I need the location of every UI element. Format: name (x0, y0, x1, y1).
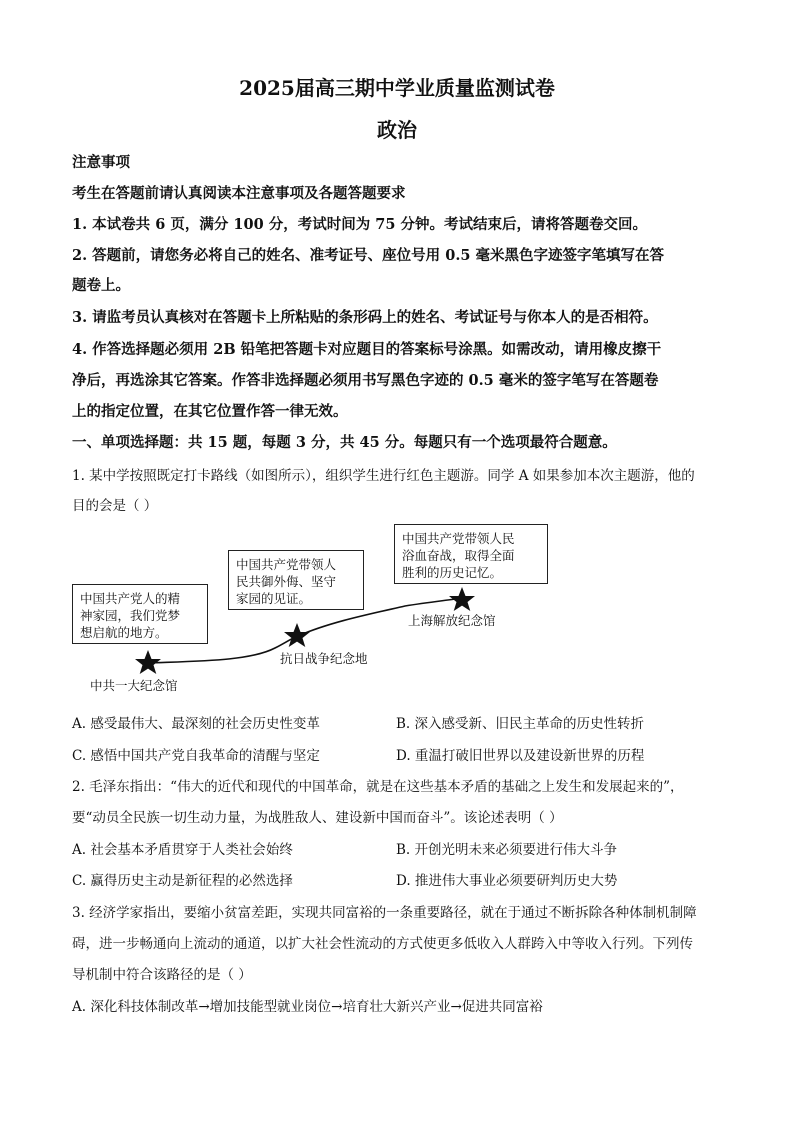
caption-line: 胜利的历史记忆。 (402, 565, 503, 580)
q2-option-b[interactable]: B. 开创光明未来必须要进行伟大斗争 (396, 842, 618, 858)
section-heading: 一、单项选择题：共 15 题，每题 3 分，共 45 分。每题只有一个选项最符合题意。 (72, 434, 617, 451)
notice-line: 考生在答题前请认真阅读本注意事项及各题答题要求 (72, 185, 406, 202)
caption-line: 民共御外侮、坚守 (236, 574, 337, 589)
star-icon (135, 650, 161, 674)
q2-option-c[interactable]: C. 赢得历史主动是新征程的必然选择 (72, 873, 293, 889)
q3-stem: 导机制中符合该路径的是（ ） (72, 967, 252, 983)
stop1-label: 中共一大纪念馆 (90, 678, 178, 693)
subject-title: 政治 (377, 118, 417, 142)
star-icon (449, 587, 475, 611)
notice-line: 4. 作答选择题必须用 2B 铅笔把答题卡对应题目的答案标号涂黑。如需改动，请用橡皮擦干 (72, 341, 662, 358)
caption-line: 中国共产党带领人 (236, 557, 337, 572)
caption-line: 想启航的地方。 (80, 625, 168, 640)
exam-title: 2025届高三期中学业质量监测试卷 (239, 76, 555, 100)
q2-stem: 要“动员全民族一切生动力量，为战胜敌人、建设新中国而奋斗”。该论述表明（ ） (72, 810, 563, 826)
q1-option-a[interactable]: A. 感受最伟大、最深刻的社会历史性变革 (72, 716, 320, 732)
notice-line: 3. 请监考员认真核对在答题卡上所粘贴的条形码上的姓名、考试证号与你本人的是否相符。 (72, 309, 658, 326)
caption-line: 神家园，我们党梦 (80, 608, 181, 623)
notice-heading: 注意事项 (72, 154, 130, 171)
notice-line: 题卷上。 (72, 277, 130, 294)
stop3-caption-box (394, 524, 548, 584)
q3-stem: 碍，进一步畅通向上流动的通道，以扩大社会性流动的方式使更多低收入人群跨入中等收入行列。下列传 (72, 936, 693, 952)
q3-option-a[interactable]: A. 深化科技体制改革→增加技能型就业岗位→培育壮大新兴产业→促进共同富裕 (72, 999, 543, 1015)
caption-line: 家园的见证。 (236, 591, 312, 606)
star-icon (284, 623, 310, 647)
stop1-caption-box (72, 584, 208, 644)
q1-stem: 目的会是（ ） (72, 498, 158, 514)
stop3-label: 上海解放纪念馆 (408, 613, 496, 628)
q2-stem: 2. 毛泽东指出：“伟大的近代和现代的中国革命，就是在这些基本矛盾的基础之上发生和发展起来的”， (72, 779, 684, 795)
q1-option-d[interactable]: D. 重温打破旧世界以及建设新世界的历程 (396, 748, 645, 764)
notice-line: 上的指定位置，在其它位置作答一律无效。 (72, 403, 348, 420)
q1-option-c[interactable]: C. 感悟中国共产党自我革命的清醒与坚定 (72, 748, 320, 764)
notice-line: 2. 答题前，请您务必将自己的姓名、准考证号、座位号用 0.5 毫米黑色字迹签字笔填写在答 (72, 247, 665, 264)
q1-option-b[interactable]: B. 深入感受新、旧民主革命的历史性转折 (396, 716, 645, 732)
caption-line: 浴血奋战，取得全面 (402, 548, 515, 563)
notice-line: 净后，再选涂其它答案。作答非选择题必须用书写黑色字迹的 0.5 毫米的签字笔写在答题卷 (72, 372, 659, 389)
stop2-label: 抗日战争纪念地 (280, 651, 368, 666)
caption-line: 中国共产党带领人民 (402, 531, 515, 546)
q3-stem: 3. 经济学家指出，要缩小贫富差距，实现共同富裕的一条重要路径，就在于通过不断拆除各种体制机制障 (72, 905, 697, 921)
q2-option-a[interactable]: A. 社会基本矛盾贯穿于人类社会始终 (72, 842, 293, 858)
caption-line: 中国共产党人的精 (80, 591, 181, 606)
q2-option-d[interactable]: D. 推进伟大事业必须要研判历史大势 (396, 873, 618, 889)
q1-stem: 1. 某中学按照既定打卡路线（如图所示），组织学生进行红色主题游。同学 A 如果参加本次主题游，他的 (72, 468, 695, 484)
stop2-caption-box (228, 550, 364, 610)
notice-line: 1. 本试卷共 6 页，满分 100 分，考试时间为 75 分钟。考试结束后，请将答题卷交回。 (72, 216, 648, 233)
